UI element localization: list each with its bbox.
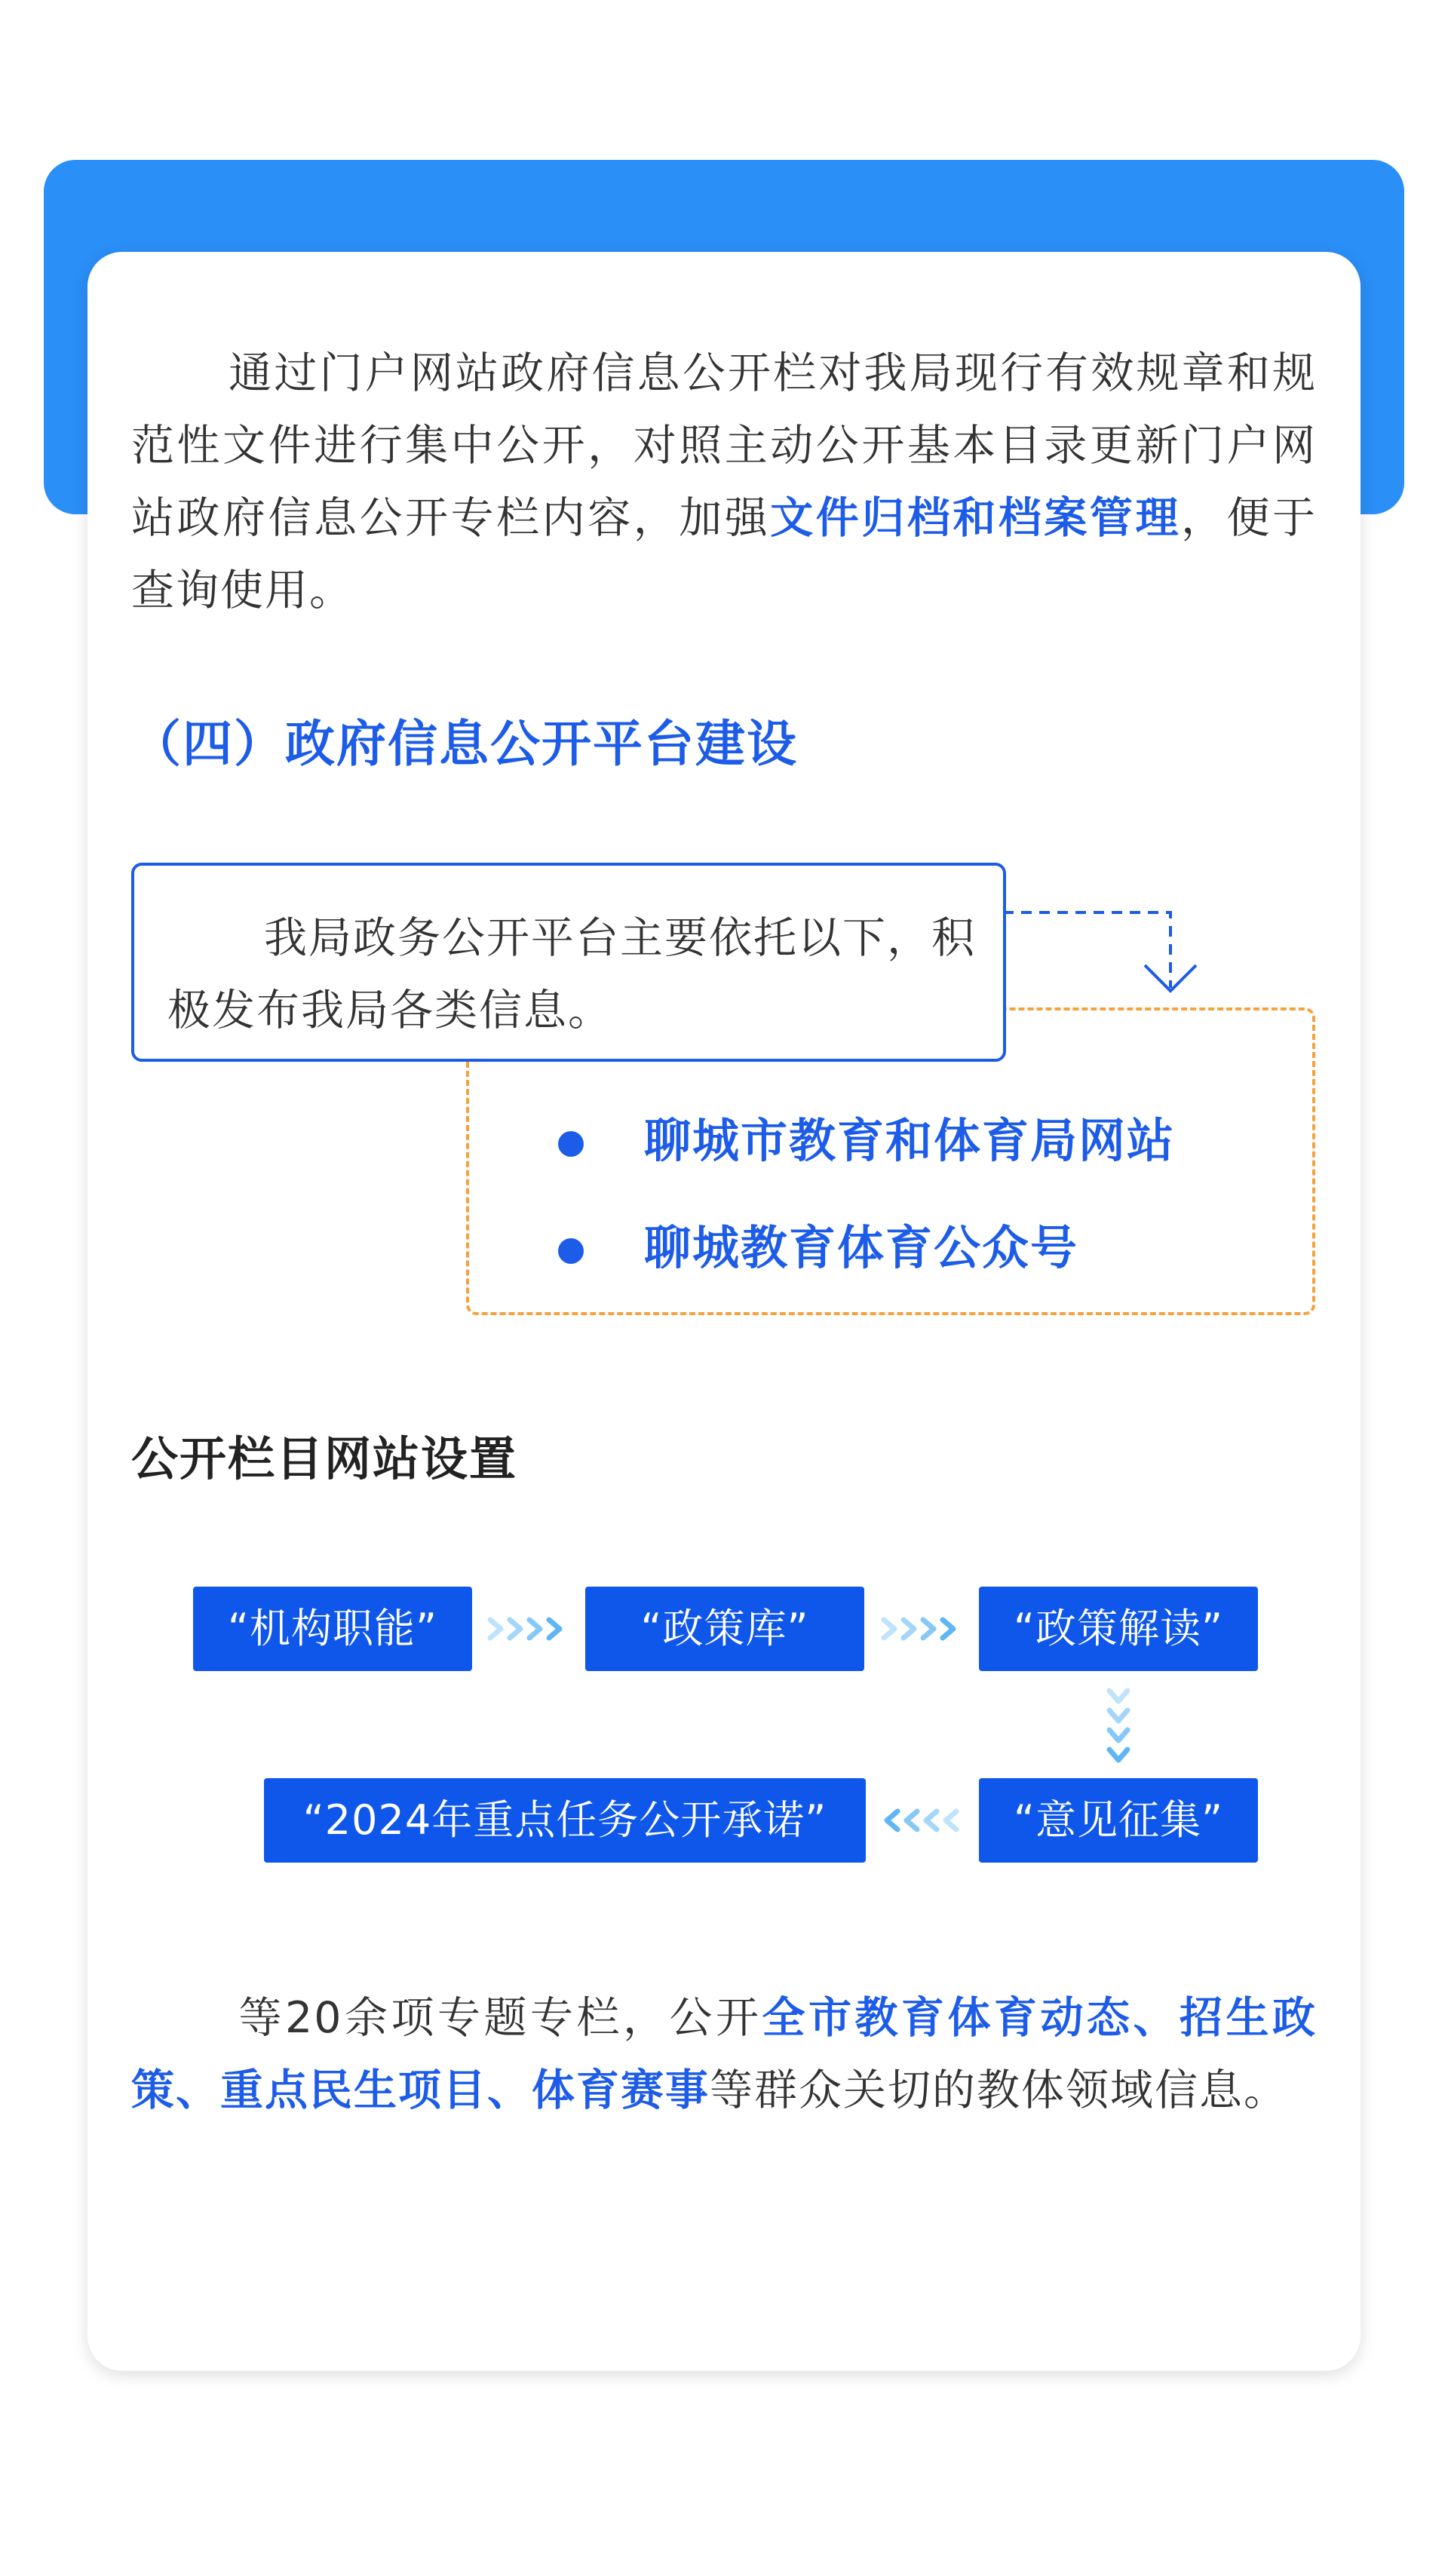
summary-text: 等20余项专题专栏，公开 [237, 1993, 762, 2043]
intro-highlight: 文件归档和档案管理 [770, 493, 1181, 543]
flow-box-zhengcejiedu: “政策解读” [979, 1587, 1258, 1671]
platform-intro-box [131, 863, 1006, 1062]
chevron-arrows-icon [882, 1807, 971, 1834]
bullet-dot-icon [558, 1131, 584, 1157]
flow-box-chengnuo: “2024年重点任务公开承诺” [264, 1778, 866, 1863]
intro-text: 通过门户网站政府信息公开栏对我局现行有效规章和规范性文件进行集中公开，对照主动公开基本目录更新门户网站政府信息公开专栏内容，加强 [131, 348, 1317, 543]
chevron-arrows-icon [486, 1615, 575, 1642]
flow-box-yijianzhengji: “意见征集” [979, 1778, 1258, 1863]
summary-highlight: 全市教育体育动态、招生政策、重点民生项目、体育赛事 [131, 1993, 1317, 2115]
platform-intro-content: 我局政务公开平台主要依托以下，积极发布我局各类信息。 [167, 913, 976, 1035]
columns-heading: 公开栏目网站设置 [131, 1431, 518, 1486]
chevron-arrows-icon [879, 1615, 968, 1642]
summary-suffix: 等群众关切的教体领域信息。 [710, 2065, 1288, 2115]
chevron-arrows-icon [1105, 1686, 1132, 1769]
dashed-arrow-icon [1003, 905, 1229, 995]
platform-intro-text [167, 902, 982, 1047]
summary-paragraph [131, 1982, 1317, 2127]
bullet-dot-icon [558, 1238, 584, 1264]
flow-box-jigouzhineng: “机构职能” [193, 1587, 472, 1671]
intro-paragraph [131, 337, 1317, 627]
platform-item-label: 聊城市教育和体育局网站 [644, 1113, 1176, 1168]
intro-suffix: ，便于查询使用。 [131, 493, 1318, 615]
flow-box-zhengceku: “政策库” [585, 1587, 864, 1671]
section-title: （四）政府信息公开平台建设 [131, 715, 798, 773]
platform-item-label: 聊城教育体育公众号 [644, 1220, 1079, 1275]
